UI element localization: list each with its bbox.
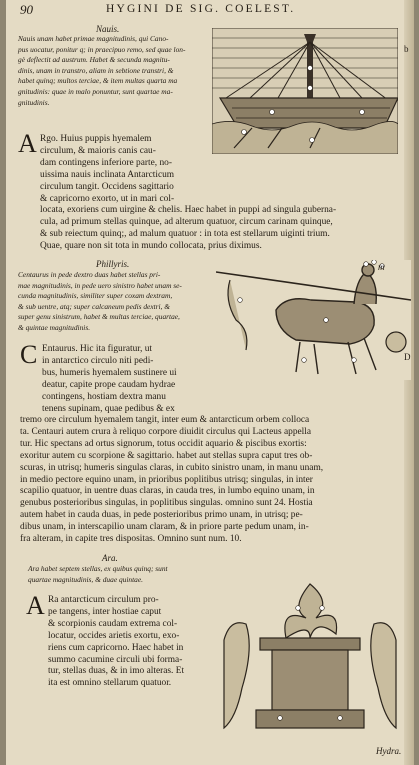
- navis-initial: A: [18, 129, 37, 158]
- text-line: pe tangens, inter hostiae caput: [48, 606, 162, 617]
- text-line: tenens supinam, quae pedibus & ex: [42, 403, 175, 414]
- text-line: autem habet in cauda duas, in pede posterioribus primo unam, in utrisq; pe-: [20, 510, 303, 521]
- text-line: in antarctico circulo niti pedi-: [42, 355, 154, 366]
- running-title: HYGINI DE SIG. COELEST.: [106, 3, 296, 15]
- book-page: [6, 0, 414, 765]
- summary-line: habet quinq; multos terciae, & item multas quarta ma: [18, 76, 178, 86]
- page-number: 90: [20, 2, 33, 17]
- text-line: ita est omnino stellarum quatuor.: [48, 678, 172, 689]
- text-line: circulum, & maioris canis cau-: [40, 145, 156, 156]
- summary-line: & sub uentre, atq; super calcaneum pedis dextri, &: [18, 301, 171, 311]
- text-line: locatur, occides arietis exortu, exo-: [48, 630, 180, 641]
- text-line: riens cum capricorno. Haec habet in: [48, 642, 184, 653]
- text-line: dam contingens inferiore parte, no-: [40, 157, 172, 168]
- text-line: & sub reiectum quinq;, ad malum quatuor : in tota est stellarum uiginti trium.: [40, 229, 330, 240]
- text-line: scapilio quatuor, in uentre duas claras, in cauda tres, in lumbo equino unam, in: [20, 486, 315, 497]
- text-line: exoritur autem cu scorpione & sagittario. habet aut stellas supra caput tres ob-: [20, 450, 313, 461]
- ara-body: [48, 595, 222, 690]
- text-line: & capricorno exorto, ut in mari col-: [40, 193, 175, 204]
- text-line: summo cacumine circuli ubi forma-: [48, 654, 183, 665]
- ara-caption: Ara.: [102, 553, 118, 563]
- summary-line: super genu sinistrum, habet & multas terciae, quartae,: [18, 312, 180, 322]
- altar-woodcut: [220, 578, 400, 742]
- summary-line: Nauis unam habet primae magnitudinis, qui Cano-: [18, 34, 169, 43]
- text-line: Rgo. Huius puppis hyemalem: [40, 134, 152, 144]
- text-line: genubus posterioribus singulas, in poplitibus singulas. omnino sunt 24. Hostia: [20, 498, 313, 509]
- text-line: Entaurus. Hic ita figuratur, ut: [42, 344, 153, 354]
- summary-line: Ara habet septem stellas, ex quibus quinq; sunt: [28, 564, 168, 573]
- summary-line: mae magnitudinis, in pede uero sinistro habet unam se-: [18, 280, 182, 290]
- centaurus-body-narrow: [42, 344, 214, 415]
- catchword: Hydra.: [376, 746, 402, 756]
- summary-line: pus uocatur, ponitur q; in praecipuo remo, sed quae lon-: [18, 44, 186, 54]
- text-line: Quae, quare non sit tota in mundo collocata, prius diximus.: [40, 241, 262, 252]
- text-line: tremo ore circulum hyemalem tangit, inter eum & antarcticum orbem colloca: [20, 415, 310, 425]
- centaurus-summary: [18, 270, 228, 334]
- margin-letter-b: b: [404, 44, 409, 54]
- summary-line: gnitudinis.: [18, 97, 50, 107]
- page-edge: [404, 0, 414, 765]
- summary-line: gè deflectit ad austrum. Habet & secunda magnitu-: [18, 55, 170, 65]
- text-line: deatur, capite prope caudam hydrae: [42, 379, 176, 390]
- text-line: circulum tangit. Occidens sagittario: [40, 181, 174, 192]
- summary-line: cunda magnitudinis, similiter super coxam dextram,: [18, 291, 173, 301]
- navis-body: [40, 134, 410, 253]
- navis-summary: [18, 34, 228, 108]
- centaurus-initial: C: [20, 340, 38, 369]
- summary-line: Centaurus in pede dextro duas habet stellas pri-: [18, 270, 161, 279]
- text-line: bus, humeris hyemalem sustinere ui: [42, 367, 177, 378]
- text-line: ta. Centauri autem crura à reliquo corpore diuidit circulus qui Lacteus appella: [20, 426, 312, 437]
- running-header: [20, 2, 400, 22]
- text-line: tur. Hic spectans ad ortus signorum, totus occidit aquario & piscibus exortis:: [20, 438, 307, 449]
- text-line: in medio pectore equino unam, in prioribus poplitibus utrisq; singulas, in inter: [20, 474, 313, 485]
- ara-summary: [28, 564, 228, 585]
- text-line: Ra antarcticum circulum pro-: [48, 595, 159, 605]
- text-line: uissima nauis inclinata Antarcticum: [40, 169, 175, 180]
- centaurus-caption: Phillyris.: [96, 259, 130, 269]
- margin-letter-d: D: [404, 352, 411, 362]
- text-line: scuras, in utrisq; humeris singulas claras, in cubito sinistro unam, in manu unam,: [20, 462, 324, 473]
- summary-line: & quintae magnitudinis.: [18, 322, 91, 332]
- text-line: & scorpionis caudam extrema col-: [48, 618, 178, 629]
- margin-letter-m: m: [378, 262, 385, 272]
- ara-initial: A: [26, 591, 45, 620]
- summary-line: quartae magnitudinis, & duae quintae.: [28, 574, 143, 584]
- text-line: fra alteram, in capite tres dispositas. Omnino sunt num. 10.: [20, 534, 242, 545]
- text-line: dibus unam, in interscapilio unam claram, & in priore parte pedum unam, in-: [20, 522, 309, 533]
- centaurus-body-wide: [20, 415, 402, 546]
- summary-line: gnitudinis: quae in malo ponuntur, sunt quartae ma-: [18, 86, 173, 96]
- text-line: cula, ad primum stellas quinque, ad alterum quatuor, circum carinam quinque,: [40, 217, 333, 228]
- text-line: tur, stellas duas, & in imo alteras. Et: [48, 666, 185, 677]
- text-line: locata, exoriens cum uirgine & chelis. Haec habet in puppi ad singula guberna-: [40, 205, 337, 216]
- text-line: contingens, hostiam dextra manu: [42, 391, 166, 402]
- summary-line: dinis, unam in transtro, aliam in sebtione transtri, &: [18, 65, 174, 75]
- navis-caption: Nauis.: [96, 24, 120, 34]
- centaur-woodcut: [216, 260, 411, 380]
